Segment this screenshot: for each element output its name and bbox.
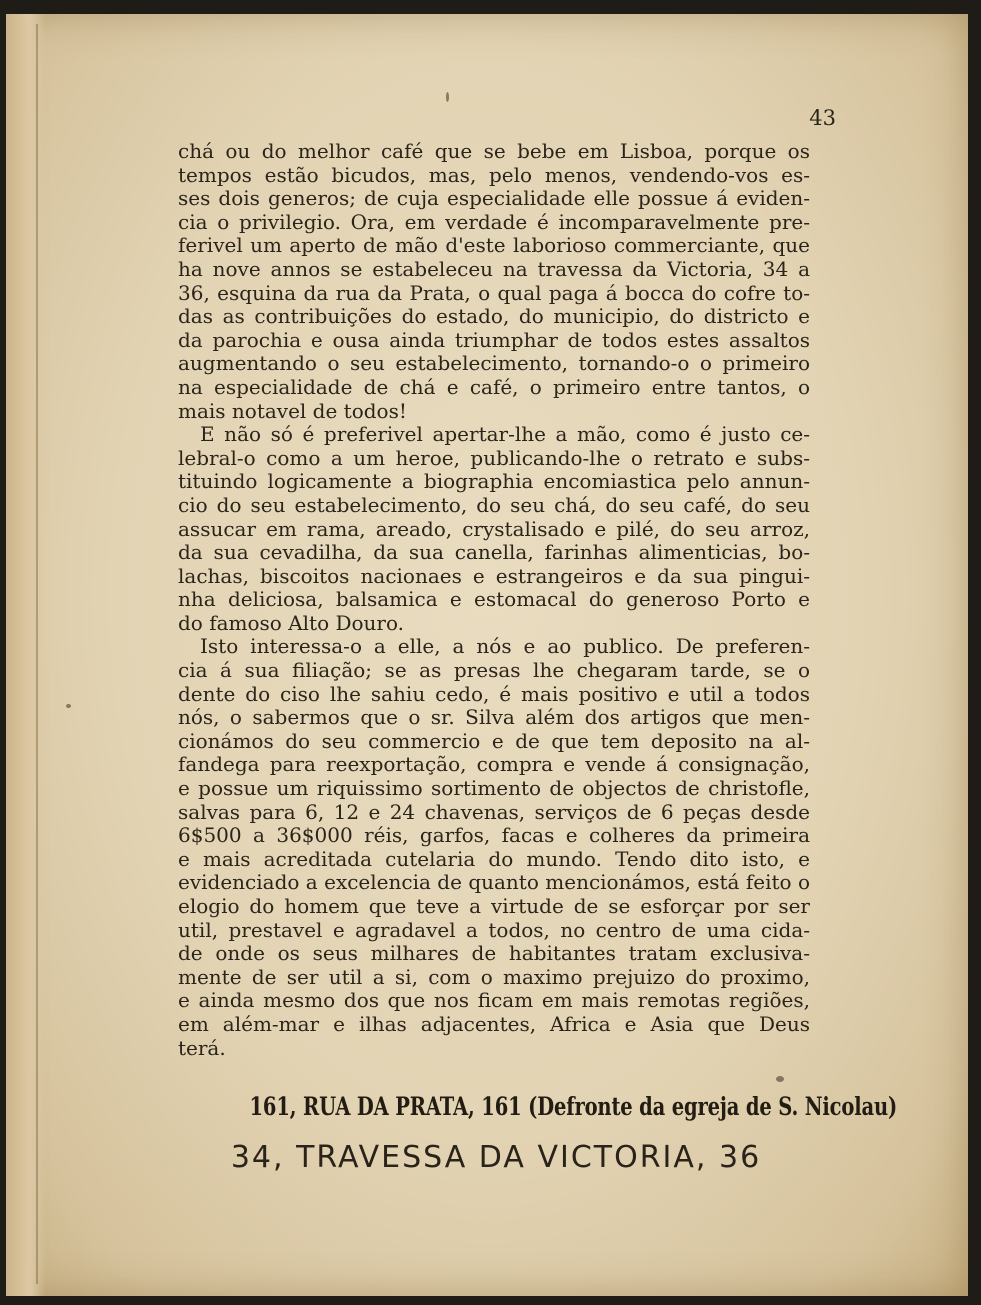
text-line: em além-mar e ilhas adjacentes, Africa e Asia que Deus — [178, 1012, 810, 1036]
text-line: e mais acreditada cutelaria do mundo. Tendo dito isto, e — [178, 847, 810, 871]
text-line: e ainda mesmo dos que nos ficam em mais remotas regiões, — [178, 989, 810, 1013]
paper-speck — [776, 1076, 784, 1082]
text-line: 36, esquina da rua da Prata, o qual paga á bocca do cofre to- — [178, 281, 810, 305]
page-fold-line — [36, 24, 38, 1284]
paper-speck — [66, 704, 71, 708]
text-line: chá ou do melhor café que se bebe em Lisboa, porque os — [178, 140, 810, 163]
text-line: da parochia e ousa ainda triumphar de todos estes assaltos — [178, 328, 810, 352]
text-line: de onde os seus milhares de habitantes tratam exclusiva- — [178, 942, 810, 966]
text-line: ferivel um aperto de mão d'este laborioso commerciante, que — [178, 234, 810, 258]
text-line: e possue um riquissimo sortimento de objectos de christofle, — [178, 777, 810, 801]
page-binding-edge — [6, 14, 46, 1296]
text-line: assucar em rama, areado, crystalisado e pilé, do seu arroz, — [178, 517, 810, 541]
text-line: augmentando o seu estabelecimento, tornando-o o primeiro — [178, 352, 810, 376]
text-line: ha nove annos se estabeleceu na travessa da Victoria, 34 a — [178, 257, 810, 281]
text-line: cionámos do seu commercio e de que tem deposito na al- — [178, 729, 810, 753]
page-number: 43 — [809, 106, 836, 130]
text-line: dente do ciso lhe sahiu cedo, é mais positivo e util a todos — [178, 682, 810, 706]
paper-speck — [446, 92, 449, 102]
text-line: Isto interessa-o a elle, a nós e ao publico. De preferen- — [200, 635, 810, 659]
text-line: tempos estão bicudos, mas, pelo menos, vendendo-vos es- — [178, 163, 810, 187]
text-line: das as contribuições do estado, do municipio, do districto e — [178, 305, 810, 329]
text-line: lachas, biscoitos nacionaes e estrangeiros e da sua pingui- — [178, 564, 810, 588]
text-line: tituindo logicamente a biographia encomiastica pelo annun- — [178, 470, 810, 494]
text-line: mente de ser util a si, com o maximo prejuizo do proximo, — [178, 965, 810, 989]
text-line: terá. — [178, 1036, 226, 1060]
text-line: ses dois generos; de cuja especialidade elle possue á eviden- — [178, 187, 810, 211]
text-line: nha deliciosa, balsamica e estomacal do generoso Porto e — [178, 588, 810, 612]
text-line: fandega para reexportação, compra e vende á consignação, — [178, 753, 810, 777]
text-line: lebral-o como a um heroe, publicando-lhe o retrato e subs- — [178, 446, 810, 470]
text-line: cia á sua filiação; se as presas lhe chegaram tarde, se o — [178, 659, 810, 683]
text-line: elogio do homem que teve a virtude de se esforçar por ser — [178, 895, 810, 918]
text-line: nós, o sabermos que o sr. Silva além dos artigos que men- — [178, 706, 810, 730]
text-line: E não só é preferivel apertar-lhe a mão, como é justo ce- — [200, 423, 810, 447]
text-line: do famoso Alto Douro. — [178, 611, 405, 635]
text-line: cio do seu estabelecimento, do seu chá, do seu café, do seu — [178, 493, 810, 517]
body-text — [178, 140, 810, 1060]
text-line: util, prestavel e agradavel a todos, no centro de uma cida- — [178, 918, 810, 942]
text-line: 6$500 a 36$000 réis, garfos, facas e colheres da primeira — [178, 824, 810, 848]
text-line: mais notavel de todos! — [178, 399, 407, 423]
text-line: evidenciado a excelencia de quanto mencionámos, está feito o — [178, 871, 810, 895]
text-line: da sua cevadilha, da sua canella, farinhas alimenticias, bo- — [178, 541, 810, 565]
shop-address-primary: 161, RUA DA PRATA, 161 (Defronte da egreja de S. Nicolau) — [249, 1092, 898, 1121]
text-line: cia o privilegio. Ora, em verdade é incomparavelmente pre- — [178, 210, 810, 234]
shop-address-secondary: 34, TRAVESSA DA VICTORIA, 36 — [230, 1140, 762, 1175]
text-line: salvas para 6, 12 e 24 chavenas, serviços de 6 peças desde — [178, 800, 810, 824]
text-line: na especialidade de chá e café, o primeiro entre tantos, o — [178, 375, 810, 399]
